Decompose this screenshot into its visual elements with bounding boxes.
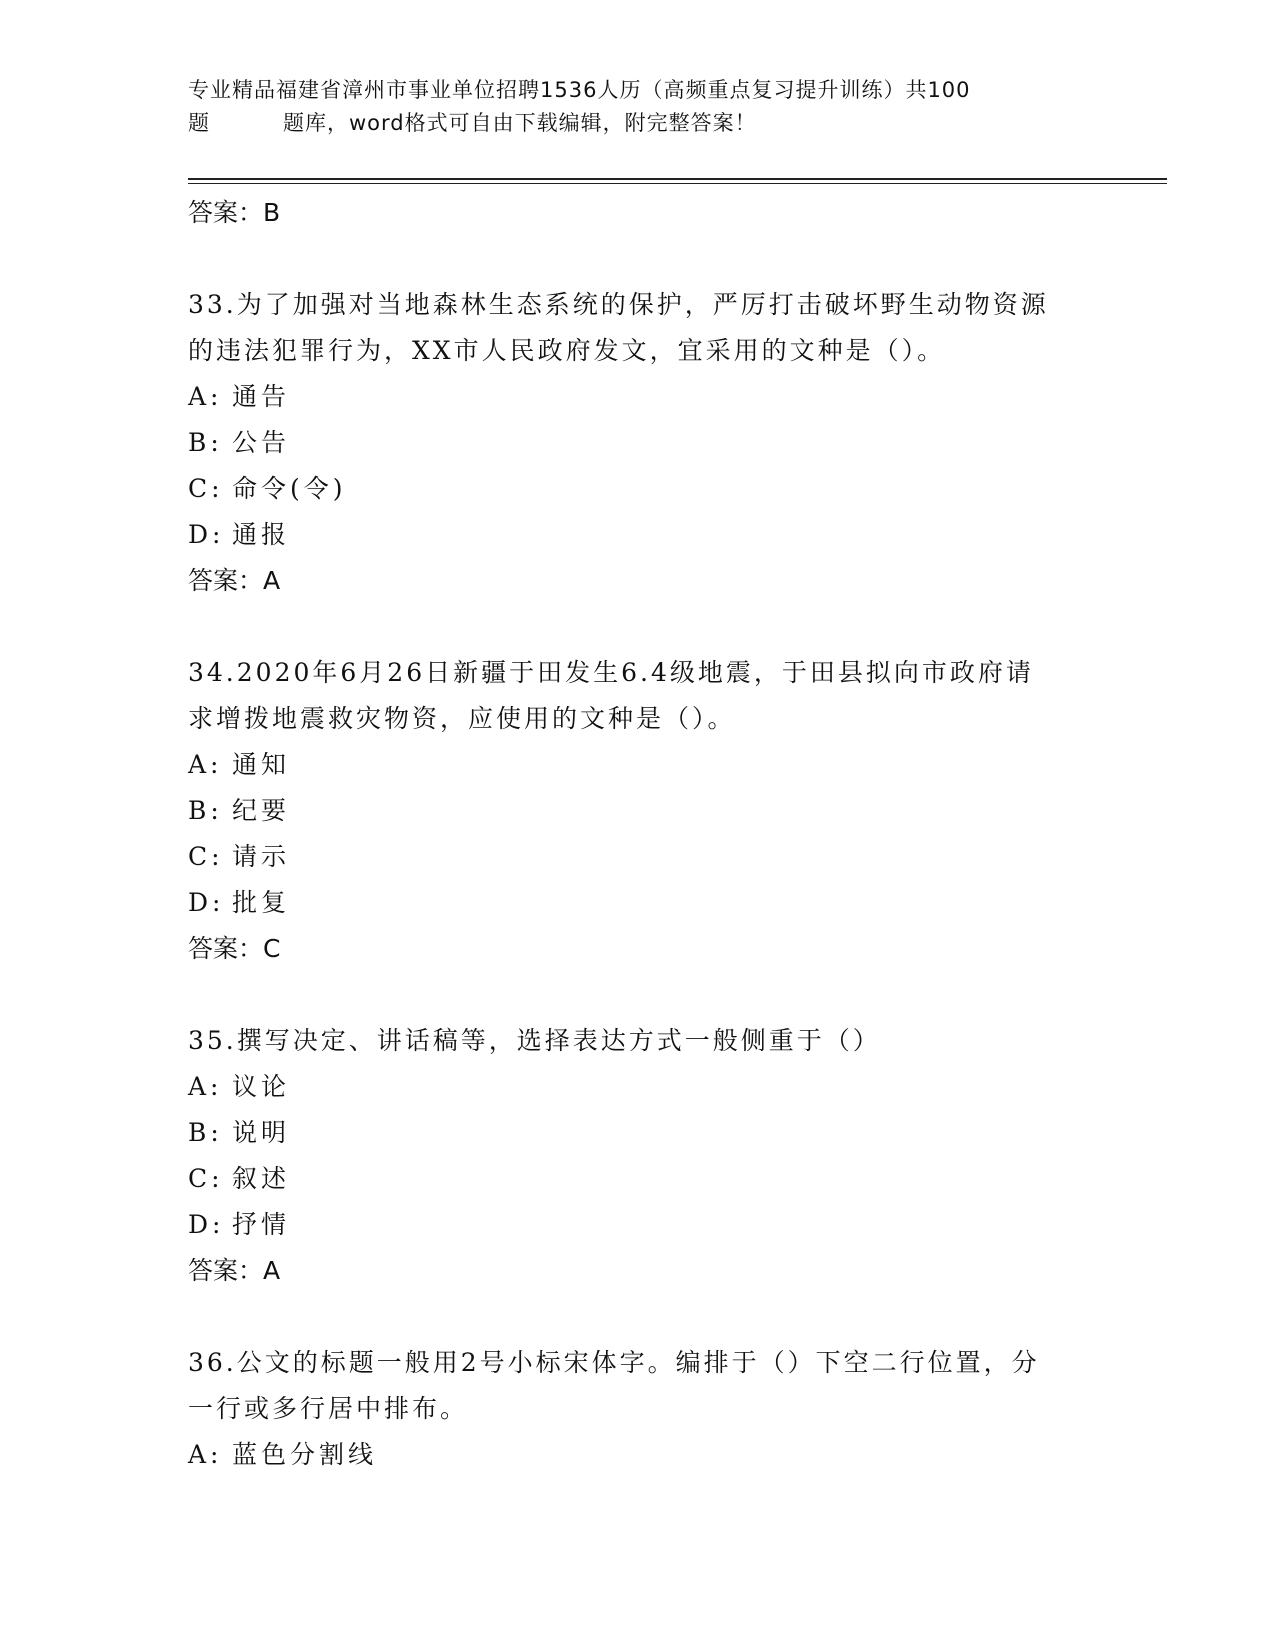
answer: 答案：A xyxy=(188,1256,281,1285)
header-divider xyxy=(188,178,1167,180)
option-d: D: 抒情 xyxy=(188,1210,291,1239)
question-list xyxy=(188,190,1088,1478)
answer: 答案：C xyxy=(188,934,281,963)
option-d: D: 批复 xyxy=(188,888,291,917)
page-header xyxy=(188,74,1068,140)
question-text: 36.公文的标题一般用2号小标宋体字。编排于（）下空二行位置，分 xyxy=(188,1348,1040,1377)
question-text: 33.为了加强对当地森林生态系统的保护，严厉打击破坏野生动物资源 xyxy=(188,290,1049,319)
option-c: C: 叙述 xyxy=(188,1164,291,1193)
option-b: B: 公告 xyxy=(188,428,291,457)
question-35 xyxy=(188,1018,1088,1294)
question-text: 一行或多行居中排布。 xyxy=(188,1394,469,1423)
header-line-2-start: 题 xyxy=(188,111,210,135)
option-a: A: 蓝色分割线 xyxy=(188,1440,378,1469)
header-line-1: 专业精品福建省漳州市事业单位招聘1536人历（高频重点复习提升训练）共100 xyxy=(188,78,971,102)
answer-previous: 答案：B xyxy=(188,198,281,227)
option-a: A: 议论 xyxy=(188,1072,291,1101)
question-34 xyxy=(188,650,1088,972)
header-line-2 xyxy=(188,107,1068,140)
question-text: 35.撰写决定、讲话稿等，选择表达方式一般侧重于（） xyxy=(188,1026,881,1055)
option-d: D: 通报 xyxy=(188,520,291,549)
option-c: C: 命令(令) xyxy=(188,474,347,503)
header-line-2-rest: 题库，word格式可自由下载编辑，附完整答案！ xyxy=(283,111,757,135)
option-b: B: 纪要 xyxy=(188,796,291,825)
answer: 答案：A xyxy=(188,566,281,595)
question-text: 34.2020年6月26日新疆于田发生6.4级地震，于田县拟向市政府请 xyxy=(188,658,1034,687)
header-divider-thin xyxy=(188,183,1167,184)
option-a: A: 通告 xyxy=(188,382,291,411)
question-text: 求增拨地震救灾物资，应使用的文种是（）。 xyxy=(188,704,736,733)
option-c: C: 请示 xyxy=(188,842,291,871)
option-a: A: 通知 xyxy=(188,750,291,779)
option-b: B: 说明 xyxy=(188,1118,291,1147)
question-36 xyxy=(188,1340,1088,1478)
question-text: 的违法犯罪行为，XX市人民政府发文，宜采用的文种是（）。 xyxy=(188,336,946,365)
question-33 xyxy=(188,282,1088,604)
